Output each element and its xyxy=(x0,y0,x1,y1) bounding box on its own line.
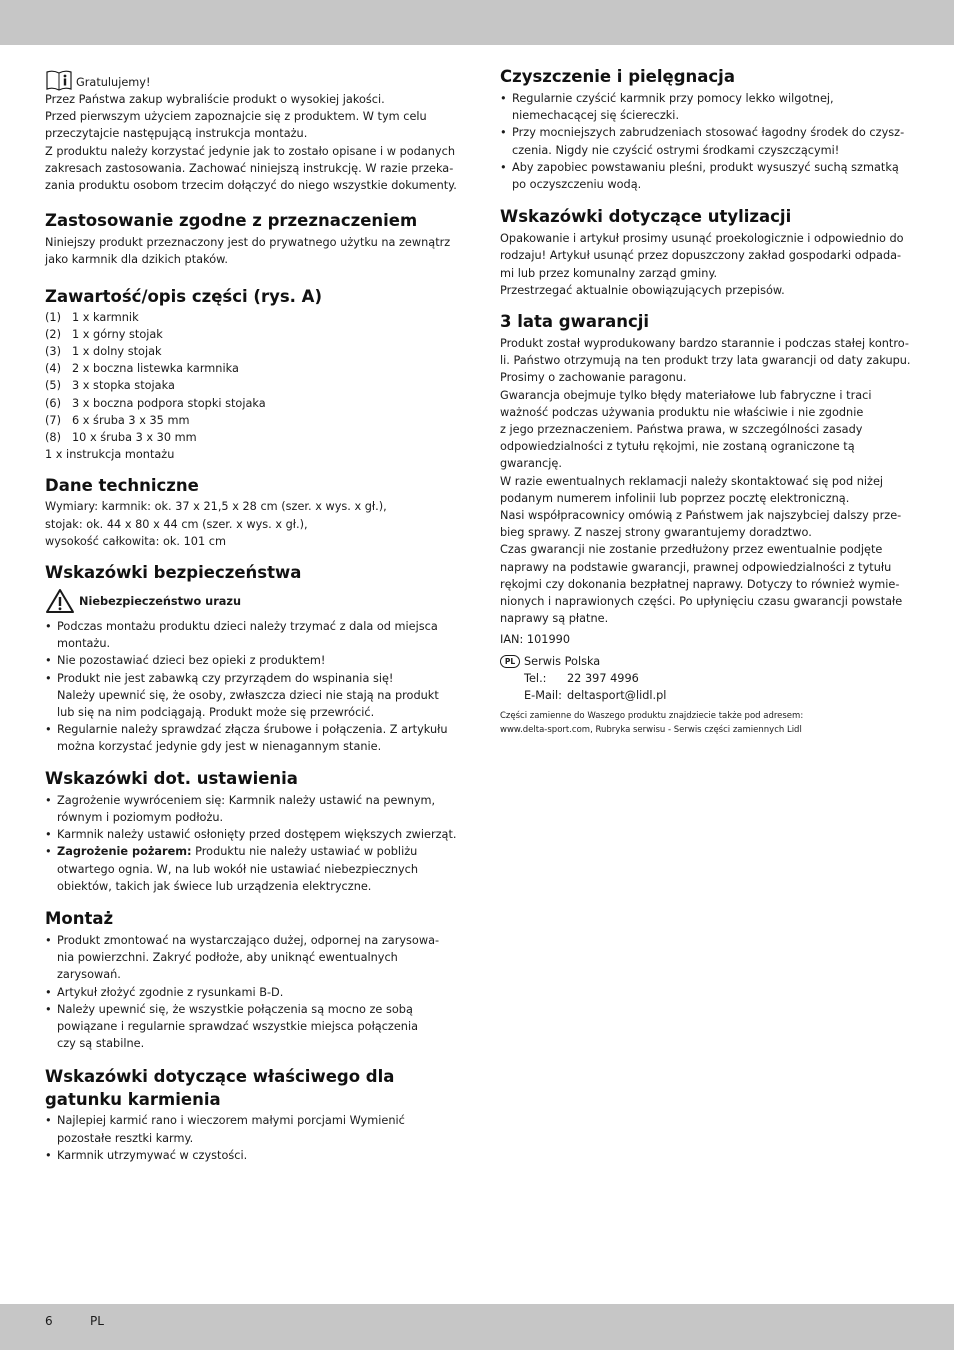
greeting: Gratulujemy! xyxy=(76,76,151,89)
feeding-section xyxy=(45,1065,460,1164)
setup-section xyxy=(45,768,460,895)
list-item: • Zagrożenie wywróceniem się: Karmnik należy ustawić na pewnym, równym i poziomym podłożu. xyxy=(45,792,460,826)
intro-section xyxy=(45,66,460,194)
email-label: E-Mail: xyxy=(524,688,562,702)
list-item: (6) 3 x boczna podpora stopki stojaka xyxy=(45,396,266,410)
email-value: deltasport@lidl.pl xyxy=(567,688,667,702)
parts-section xyxy=(45,286,460,464)
list-item xyxy=(45,843,460,895)
assembly-list xyxy=(45,932,460,1052)
warning-label: Niebezpieczeństwo urazu xyxy=(79,594,242,608)
right-column xyxy=(500,66,912,737)
ian-number: IAN: 101990 xyxy=(500,633,571,647)
page-number: 6 xyxy=(45,1314,53,1328)
warranty-section xyxy=(500,311,912,737)
parts-extra: 1 x instrukcja montażu xyxy=(45,448,175,462)
tech-section xyxy=(45,475,460,550)
list-item: • Podczas montażu produktu dzieci należy trzymać z dala od miejsca montażu. xyxy=(45,618,460,652)
list-item: • Karmnik należy ustawić osłonięty przed dostępem większych zwierząt. xyxy=(45,826,460,843)
list-item: (1) 1 x karmnik xyxy=(45,310,139,324)
assembly-heading: Montaż xyxy=(45,908,114,928)
feeding-heading: Wskazówki dotyczące właściwego dla gatunku karmienia xyxy=(45,1067,395,1110)
warranty-heading: 3 lata gwarancji xyxy=(500,312,650,332)
tel-label: Tel.: xyxy=(524,671,547,685)
usage-heading: Zastosowanie zgodne z przeznaczeniem xyxy=(45,211,418,231)
page-language: PL xyxy=(90,1314,104,1328)
fire-hazard-label: Zagrożenie pożarem: xyxy=(57,845,192,859)
list-item: • Należy upewnić się, że wszystkie połączenia są mocno ze sobą powiązane i regularnie sprawdzać wszystkie miejsca połączenia czy są stabilne. xyxy=(45,1001,460,1053)
tech-text: Wymiary: karmnik: ok. 37 x 21,5 x 28 cm (szer. x wys. x gł.), stojak: ok. 44 x 80 x 44 cm (szer. x wys. x gł.), wysokość całkowita: ok. 101 cm xyxy=(45,500,387,548)
tel-value: 22 397 4996 xyxy=(567,671,639,685)
list-item: (8) 10 x śruba 3 x 30 mm xyxy=(45,431,197,445)
cleaning-heading: Czyszczenie i pielęgnacja xyxy=(500,67,735,86)
assembly-section xyxy=(45,908,460,1052)
fire-hazard-text: Produktu nie należy ustawiać w pobliżu otwartego ognia. W, na lub wokół nie ustawiać niebezpiecznych obiektów, takich jak świece lub urządzenia elektryczne. xyxy=(57,845,419,893)
warning-row xyxy=(45,588,460,614)
list-item: • Najlepiej karmić rano i wieczorem małymi porcjami Wymienić pozostałe resztki karmy. xyxy=(45,1112,460,1146)
header-bar xyxy=(0,0,954,45)
contact-details xyxy=(524,670,912,704)
footer-bar xyxy=(0,1304,954,1350)
intro-text: Przez Państwa zakup wybraliście produkt o wysokiej jakości. Przed pierwszym użyciem zapoznajcie się z produktem. W tym celu przeczytajcie następującą instrukcja montażu. Z produktu należy korzystać jedynie jak to zostało opisane i w podanych zakresach zastosowania. Zachować niniejszą instrukcję. W razie przeka- zania produktu osobom trzecim dołączyć do niego wszystkie dokumenty. xyxy=(45,93,457,193)
list-item: (7) 6 x śruba 3 x 35 mm xyxy=(45,413,190,427)
setup-heading: Wskazówki dot. ustawienia xyxy=(45,768,298,788)
cleaning-list xyxy=(500,90,912,193)
list-item: • Produkt zmontować na wystarczająco dużej, odpornej na zarysowa- nia powierzchni. Zakryć podłoże, aby uniknąć ewentualnych zarysowań. xyxy=(45,932,460,984)
parts-heading: Zawartość/opis części (rys. A) xyxy=(45,286,322,306)
safety-section xyxy=(45,562,460,756)
intro-heading xyxy=(45,66,460,91)
service-row xyxy=(500,653,912,670)
feeding-list xyxy=(45,1112,460,1164)
disposal-section xyxy=(500,206,912,299)
usage-text: Niniejszy produkt przeznaczony jest do prywatnego użytku na zewnątrz jako karmnik dla dzikich ptaków. xyxy=(45,236,451,267)
info-manual-icon xyxy=(45,69,73,91)
setup-list xyxy=(45,792,460,895)
list-item: • Artykuł złożyć zgodnie z rysunkami B-D. xyxy=(45,984,460,1001)
safety-list xyxy=(45,618,460,756)
list-item: • Przy mocniejszych zabrudzeniach stosować łagodny środek do czysz- czenia. Nigdy nie czyścić ostrymi środkami czyszczącymi! xyxy=(500,124,912,158)
spare-parts-note: Części zamienne do Waszego produktu znajdziecie także pod adresem: www.delta-sport.com, Rubryka serwisu - Serwis części zamiennych Lidl xyxy=(500,711,804,736)
list-item: (2) 1 x górny stojak xyxy=(45,327,163,341)
disposal-heading: Wskazówki dotyczące utylizacji xyxy=(500,207,792,227)
cleaning-section xyxy=(500,66,912,193)
list-item: • Produkt nie jest zabawką czy przyrządem do wspinania się! Należy upewnić się, że osoby, zwłaszcza dzieci nie stają na produkt lub się na nim podciągają. Produkt może się przewrócić. xyxy=(45,670,460,722)
list-item: • Regularnie czyścić karmnik przy pomocy lekko wilgotnej, niemechacącej się ściereczki. xyxy=(500,90,912,124)
country-badge: PL xyxy=(500,655,520,668)
usage-section xyxy=(45,210,460,268)
disposal-text: Opakowanie i artykuł prosimy usunąć proekologicznie i odpowiednio do rodzaju! Artykuł usunąć przez dopuszczony zakład gospodarki odpada- mi lub przez komunalny zarząd gminy. Przestrzegać aktualnie obowiązujących przepisów. xyxy=(500,232,904,297)
list-item: • Karmnik utrzymywać w czystości. xyxy=(45,1147,460,1164)
parts-list xyxy=(45,309,460,447)
list-item: (4) 2 x boczna listewka karmnika xyxy=(45,362,239,376)
list-item: • Regularnie należy sprawdzać złącza śrubowe i połączenia. Z artykułu można korzystać jedynie gdy jest w nienagannym stanie. xyxy=(45,721,460,755)
list-item: • Aby zapobiec powstawaniu pleśni, produkt wysuszyć suchą szmatką po oczyszczeniu wodą. xyxy=(500,159,912,193)
list-item: (3) 1 x dolny stojak xyxy=(45,345,162,359)
warning-triangle-icon xyxy=(45,588,75,614)
safety-heading: Wskazówki bezpieczeństwa xyxy=(45,563,302,583)
left-column xyxy=(45,66,460,1164)
list-item: (5) 3 x stopka stojaka xyxy=(45,379,175,393)
service-name: Serwis Polska xyxy=(524,654,601,668)
warranty-text: Produkt został wyprodukowany bardzo starannie i podczas stałej kontro- li. Państwo otrzymują na ten produkt trzy lata gwarancji od daty zakupu. Prosimy o zachowanie paragonu. Gwarancja obejmuje tylko błędy materiałowe lub fabryczne i traci ważność podczas używania produktu nie właściwie i nie zgodnie z jego przeznaczeniem. Państwa prawa, w szczególności zasady odpowiedzialności z tytułu rękojmi, nie zostaną ograniczone tą gwarancję. W razie ewentualnych reklamacji należy skontaktować się pod niżej podanym numerem infolinii lub poprzez pocztę elektroniczną. Nasi współpracownicy omówią z Państwem jak najszybciej dalszy prze- bieg sprawy. Z naszej strony gwarantujemy doradztwo. Czas gwarancji nie zostanie przedłużony przez ewentualnie podjęte naprawy na podstawie gwarancji, prawnej odpowiedzialności z tytułu rękojmi czy dokonania bezpłatnej naprawy. Dotyczy to również wymie- nionych i naprawionych części. Po upłynięciu czasu gwarancji powstałe naprawy są płatne. xyxy=(500,337,911,626)
list-item: • Nie pozostawiać dzieci bez opieki z produktem! xyxy=(45,652,460,669)
tech-heading: Dane techniczne xyxy=(45,476,199,496)
